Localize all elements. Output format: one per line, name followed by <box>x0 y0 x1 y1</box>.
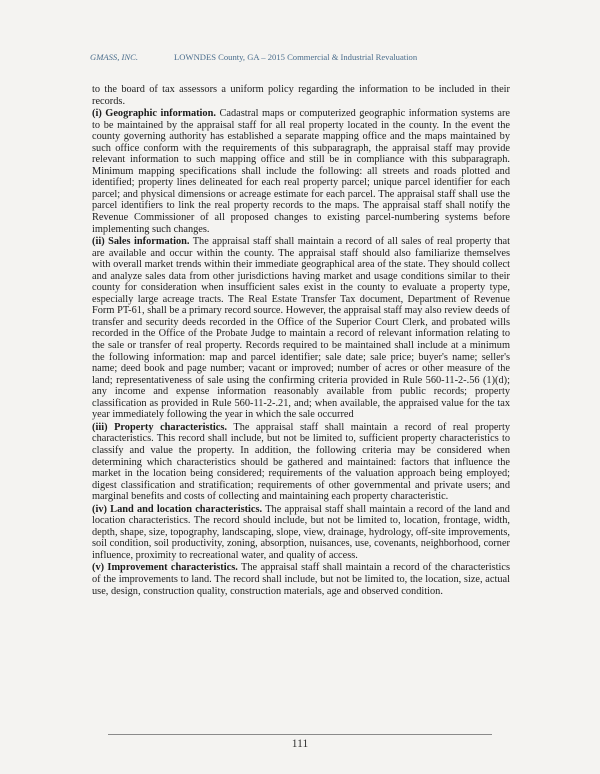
company-name: GMASS, INC. <box>90 52 138 62</box>
paragraph-geographic-information <box>92 108 510 235</box>
paragraph-text: The appraisal staff shall maintain a record of all sales of real property that are available and occur within the county. The appraisal staff should also familiarize themselves with overall market trends within their immediate geographical area of the state. They should collect and analyze sales data from other jurisdictions having market and usage conditions similar to their county for consideration when insufficient sales exist in the county to evaluate a property type, especially large acreage tracts. The Real Estate Transfer Tax document, Department of Revenue Form PT-61, shall be a primary record source. However, the appraisal staff may also review deeds of transfer and security deeds recorded in the Office of the Superior Court Clerk, and probated wills recorded in the Office of the Probate Judge to maintain a record of relevant information relating to the sale or transfer of real property. Records required to be maintained shall include at a minimum the following information: map and parcel identifier; sale date; sale price; buyer's name; seller's name; deed book and page number; vacant or improved; number of acres or other measure of the land; representativeness of sale using the confirming criteria provided in Rule 560-11-2-.56 (1)(d); any income and expense information reasonably available from public records; property classification as provided in Rule 560-11-2-.21, and; when available, the appraised value for the tax year immediately following the year in which the sale occurred <box>92 236 510 421</box>
page-number: 111 <box>291 738 309 750</box>
paragraph-text: Cadastral maps or computerized geographic information systems are to be maintained by the appraisal staff for all real property located in the county. In the event the county governing authority has established a separate mapping office and the maps maintained by such office conform with the requirements of this subparagraph, the appraisal staff may provide relevant information to such mapping office and still be in compliance with this subparagraph. Minimum mapping specifications shall include the following: all streets and roads plotted and identified; property lines delineated for each real property parcel; unique parcel identifier for each parcel; and physical dimensions or acreage estimate for each parcel. The appraisal staff shall use the parcel identifiers to link the real property records to the maps. The appraisal staff shall notify the Revenue Commissioner of all proposed changes to existing parcel-numbering systems before implementing such changes. <box>92 108 510 235</box>
paragraph-sales-information <box>92 236 510 421</box>
paragraph-property-characteristics <box>92 422 510 503</box>
paragraph-text: The appraisal staff shall maintain a record of real property characteristics. This record shall include, but not be limited to, sufficient property characteristics to classify and value the property. In addition, the following criteria may be considered when determining which characteristics should be gathered and maintained: factors that influence the market in the location being considered; requirements of the valuation approach being employed; digest classification and stratification; requirements of other governmental and private users; and marginal benefits and costs of collecting and maintaining each property characteristic. <box>92 421 510 503</box>
section-heading: (ii) Sales information. <box>92 236 190 248</box>
section-heading: (i) Geographic information. <box>92 108 216 120</box>
page-header <box>90 52 510 62</box>
paragraph-text: The appraisal staff shall maintain a record of the characteristics of the improvements to land. The record shall include, but not be limited to, the location, size, actual use, design, construction quality, construction materials, age and observed condition. <box>92 562 510 597</box>
paragraph-text: to the board of tax assessors a uniform policy regarding the information to be included in their records. <box>92 84 510 107</box>
paragraph-continuation <box>92 84 510 107</box>
section-heading: (iii) Property characteristics. <box>92 421 228 433</box>
paragraph-improvement-characteristics <box>92 562 510 597</box>
paragraph-land-location-characteristics <box>92 504 510 562</box>
paragraph-text: The appraisal staff shall maintain a record of the land and location characteristics. The record should include, but not be limited to, location, frontage, width, depth, shape, size, topography, landscaping, slope, view, drainage, hydrology, off-site improvements, soil condition, soil productivity, zoning, absorption, nuisances, use, covenants, neighborhood, corner influence, proximity to recreational water, and quality of access. <box>92 503 510 561</box>
section-heading: (iv) Land and location characteristics. <box>92 503 263 515</box>
footer-divider <box>108 734 492 735</box>
section-heading: (v) Improvement characteristics. <box>92 562 238 574</box>
document-title: LOWNDES County, GA – 2015 Commercial & Industrial Revaluation <box>174 52 418 62</box>
body-text <box>92 84 510 598</box>
